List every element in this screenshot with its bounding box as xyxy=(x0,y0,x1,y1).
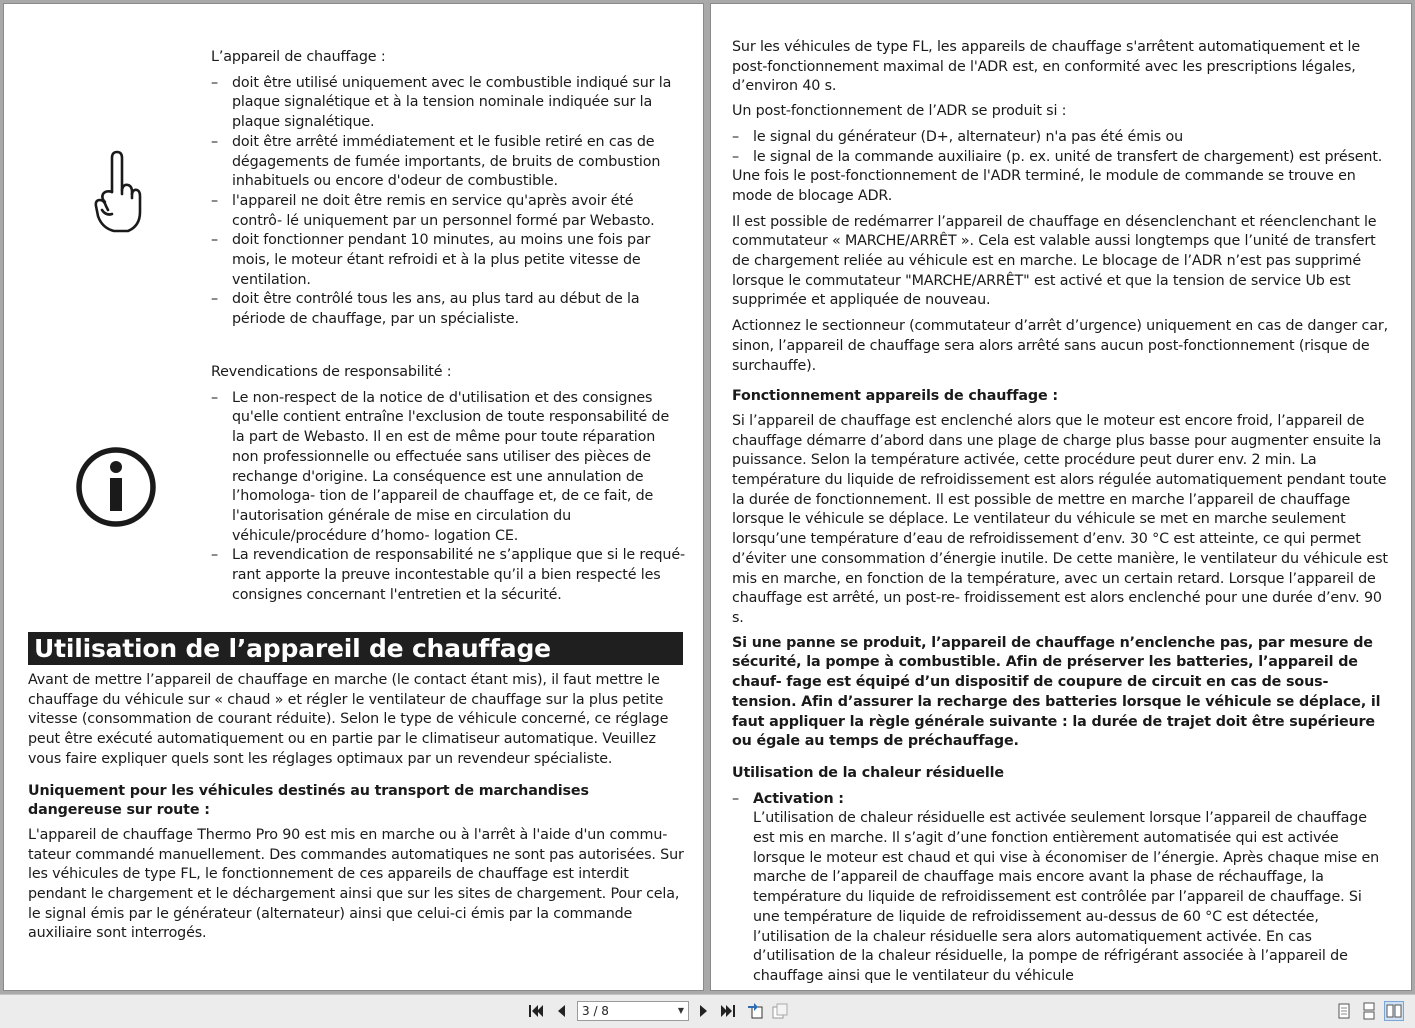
liability-list xyxy=(211,389,685,606)
first-page-button[interactable] xyxy=(526,1001,546,1021)
page-number-select[interactable] xyxy=(577,1001,689,1021)
first-page-icon xyxy=(528,1004,544,1018)
fl-paragraph: Sur les véhicules de type FL, les appareils de chauffage s'arrêtent automatiquement et le post-fonctionnement maximal de l'ADR est, en conformité avec les prescriptions légales, d’environ 40 s. xyxy=(732,39,1361,95)
right-page-content xyxy=(732,38,1389,987)
previous-page-icon xyxy=(555,1004,567,1018)
last-page-button[interactable] xyxy=(718,1001,738,1021)
next-page-button[interactable] xyxy=(694,1001,714,1021)
failure-warning: Si une panne se produit, l’appareil de chauffage n’enclenche pas, par mesure de sécurité, la pompe à combustible. Afin de préserver les batteries, l’appareil de chauf- fage est équipé d’un dispositif de coupure de circuit en cas de sous-tension. Afin d’assurer la recharge des batteries lorsque le véhicule se déplace, il faut appliquer la règle générale suivante : la durée de trajet doit être supérieure ou égale au temps de préchauffage. xyxy=(732,634,1381,750)
continuous-page-icon xyxy=(1362,1002,1376,1020)
previous-page-button[interactable] xyxy=(551,1001,571,1021)
viewer-toolbar xyxy=(0,994,1415,1028)
two-page-icon xyxy=(1386,1004,1402,1018)
usage-paragraph: Avant de mettre l’appareil de chauffage en marche (le contact étant mis), il faut mettre le chauffage du véhicule sur « chaud » et régler le ventilateur de chauffage sur la plus petite vitesse (consommation de courant réduite). Selon le type de véhicule concerné, ce réglage peut être exécuté automatiquement ou en partie par le climatiseur automatique. Veuillez vous faire expliquer quels sont les réglages optimaux par un revendeur spécialiste. xyxy=(28,672,669,767)
dangerous-goods-heading: Uniquement pour les véhicules destinés au transport de marchandises dangereuse sur route : xyxy=(28,782,589,819)
heater-rules-list xyxy=(211,74,685,330)
adr-intro: Un post-fonctionnement de l’ADR se produit si : xyxy=(732,103,1067,120)
forward-view-icon xyxy=(771,1002,789,1020)
go-forward-button[interactable] xyxy=(770,1001,790,1021)
usage-section xyxy=(28,671,685,944)
heater-safety-section xyxy=(211,48,685,330)
chevron-down-icon: ▼ xyxy=(677,1006,684,1015)
activation-label: Activation : xyxy=(753,790,844,807)
list-item: – La revendication de responsabilité ne s’applique que si le requé- rant apporte la preuve incontestable qu’il a bien respecté les consignes concernant l'entretien et la sécurité. xyxy=(211,546,685,605)
back-view-icon xyxy=(746,1002,764,1020)
operation-heading: Fonctionnement appareils de chauffage : xyxy=(732,388,1058,405)
list-item: – doit être contrôlé tous les ans, au plus tard au début de la période de chauffage, par un spécialiste. xyxy=(211,290,685,329)
continuous-view-button[interactable] xyxy=(1359,1001,1379,1021)
list-item: – doit être arrêté immédiatement et le fusible retiré en cas de dégagements de fumée importants, de bruits de combustion inhabituels ou encore d'odeur de combustible. xyxy=(211,133,685,192)
adr-after: Une fois le post-fonctionnement de l'ADR terminé, le module de commande se trouve en mode de blocage ADR. xyxy=(732,168,1356,204)
two-page-view-button[interactable] xyxy=(1384,1001,1404,1021)
emergency-paragraph: Actionnez le sectionneur (commutateur d’arrêt d’urgence) uniquement en cas de danger car, sinon, l’appareil de chauffage sera alors arrêté sans aucun post-fonctionnement (risque de surchauffe). xyxy=(732,318,1388,374)
dangerous-goods-paragraph: L'appareil de chauffage Thermo Pro 90 est mis en marche ou à l'arrêt à l'aide d'un commu- tateur commandé manuellement. Des commandes automatiques ne sont pas autorisées. Sur les véhicules de type FL, le fonctionnement de ces appareils de chauffage est interdit pendant le chargement et le déchargement ainsi que sur les sites de chargement. Pour cela, le signal émis par le générateur (alternateur) ainsi que celui-ci émis par la commande auxiliaire sont interrogés. xyxy=(28,826,684,942)
info-icon xyxy=(74,445,158,529)
residual-heat-list xyxy=(732,790,1389,987)
go-back-button[interactable] xyxy=(745,1001,765,1021)
single-page-view-button[interactable] xyxy=(1334,1001,1354,1021)
list-item: – doit fonctionner pendant 10 minutes, au moins une fois par mois, le moteur étant refroidi et à la plus petite vitesse de ventilation. xyxy=(211,231,685,290)
operation-paragraph: Si l’appareil de chauffage est enclenché alors que le moteur est encore froid, l’appareil de chauffage démarre d’abord dans une plage de charge plus basse pour augmenter ensuite la puissance. Selon la température activée, cette procédure peut durer env. 2 min. La température du liquide de refroidissement est alors régulée automatiquement pendant toute la durée de fonctionnement. Il est possible de mettre en marche l’appareil de chauffage lorsque le véhicule se déplace. Le ventilateur du véhicule se met en marche seulement lorsqu’une température d’eau de refroidissement d’env. 30 °C est atteinte, ce qui permet d’éviter une consommation d’énergie inutile. De cette manière, le ventilateur du véhicule est mis en marche, en fonction de la température, avec un certain retard. Lorsque l’appareil de chauffage est arrêté, un post-re- froidissement est alors enclenché pour une durée d’env. 90 s. xyxy=(732,412,1388,626)
residual-heat-heading: Utilisation de la chaleur résiduelle xyxy=(732,764,1004,781)
next-page-icon xyxy=(698,1004,710,1018)
single-page-icon xyxy=(1337,1003,1351,1019)
pointing-hand-icon xyxy=(92,150,142,234)
section-title: Utilisation de l’appareil de chauffage xyxy=(28,632,683,665)
adr-conditions-list xyxy=(732,128,1389,167)
list-item: – doit être utilisé uniquement avec le combustible indiqué sur la plaque signalétique et à la tension nominale indiquée sur la plaque signalétique. xyxy=(211,74,685,133)
left-page xyxy=(4,4,703,990)
liability-section xyxy=(211,363,685,605)
last-page-icon xyxy=(720,1004,736,1018)
list-item: – le signal de la commande auxiliaire (p. ex. unité de transfert de chargement) est présent. xyxy=(732,148,1389,168)
list-item xyxy=(732,790,1389,987)
list-item: – le signal du générateur (D+, alternateur) n'a pas été émis ou xyxy=(732,128,1389,148)
liability-intro: Revendications de responsabilité : xyxy=(211,364,452,380)
activation-text: L’utilisation de chaleur résiduelle est activée seulement lorsque l’appareil de chauffage est mis en marche. Il s’agit d’une fonction entièrement automatisée qui est activée lorsque le moteur est chaud et qui vise à économiser de l’énergie. Après chaque mise en marche de l’appareil de chauffage mais encore avant la phase de réchauffage, la température du liquide de refroidissement est contrôlée par l’appareil de chauffage. Si une température de liquide de refroidissement au-dessus de 60 °C est détectée, l’utilisation de la chaleur résiduelle sera alors automatiquement activée. En cas d’utilisation de la chaleur résiduelle, la pompe de réfrigérant associée à l’appareil de chauffage ainsi que le ventilateur du véhicule xyxy=(753,810,1380,984)
right-page xyxy=(711,4,1411,990)
list-item: – Le non-respect de la notice de d'utilisation et des consignes qu'elle contient entraîne l'exclusion de toute responsabilité de la part de Webasto. Il en est de même pour toute réparation non professionnelle ou effectuée sans utiliser des pièces de rechange d'origine. La conséquence est une annulation de l’homologa- tion de l’appareil de chauffage et, de ce fait, de l'autorisation générale de mise en circulation du véhicule/procédure d’homo- logation CE. xyxy=(211,389,685,547)
heater-intro: L’appareil de chauffage : xyxy=(211,49,386,65)
restart-paragraph: Il est possible de redémarrer l’appareil de chauffage en désenclenchant et réenclenchant le commutateur « MARCHE/ARRÊT ». Cela est valable aussi longtemps que l’unité de transfert de chargement reliée au véhicule est en marche. Le blocage de l’ADR n’est pas supprimé lorsque le commutateur "MARCHE/ARRÊT" est activé et que la tension de service Ub est supprimée et appliquée de nouveau. xyxy=(732,213,1377,309)
list-item: – l'appareil ne doit être remis en service qu'après avoir été contrô- lé uniquement par un personnel formé par Webasto. xyxy=(211,192,685,231)
page-indicator: 3 / 8 xyxy=(582,1004,609,1018)
